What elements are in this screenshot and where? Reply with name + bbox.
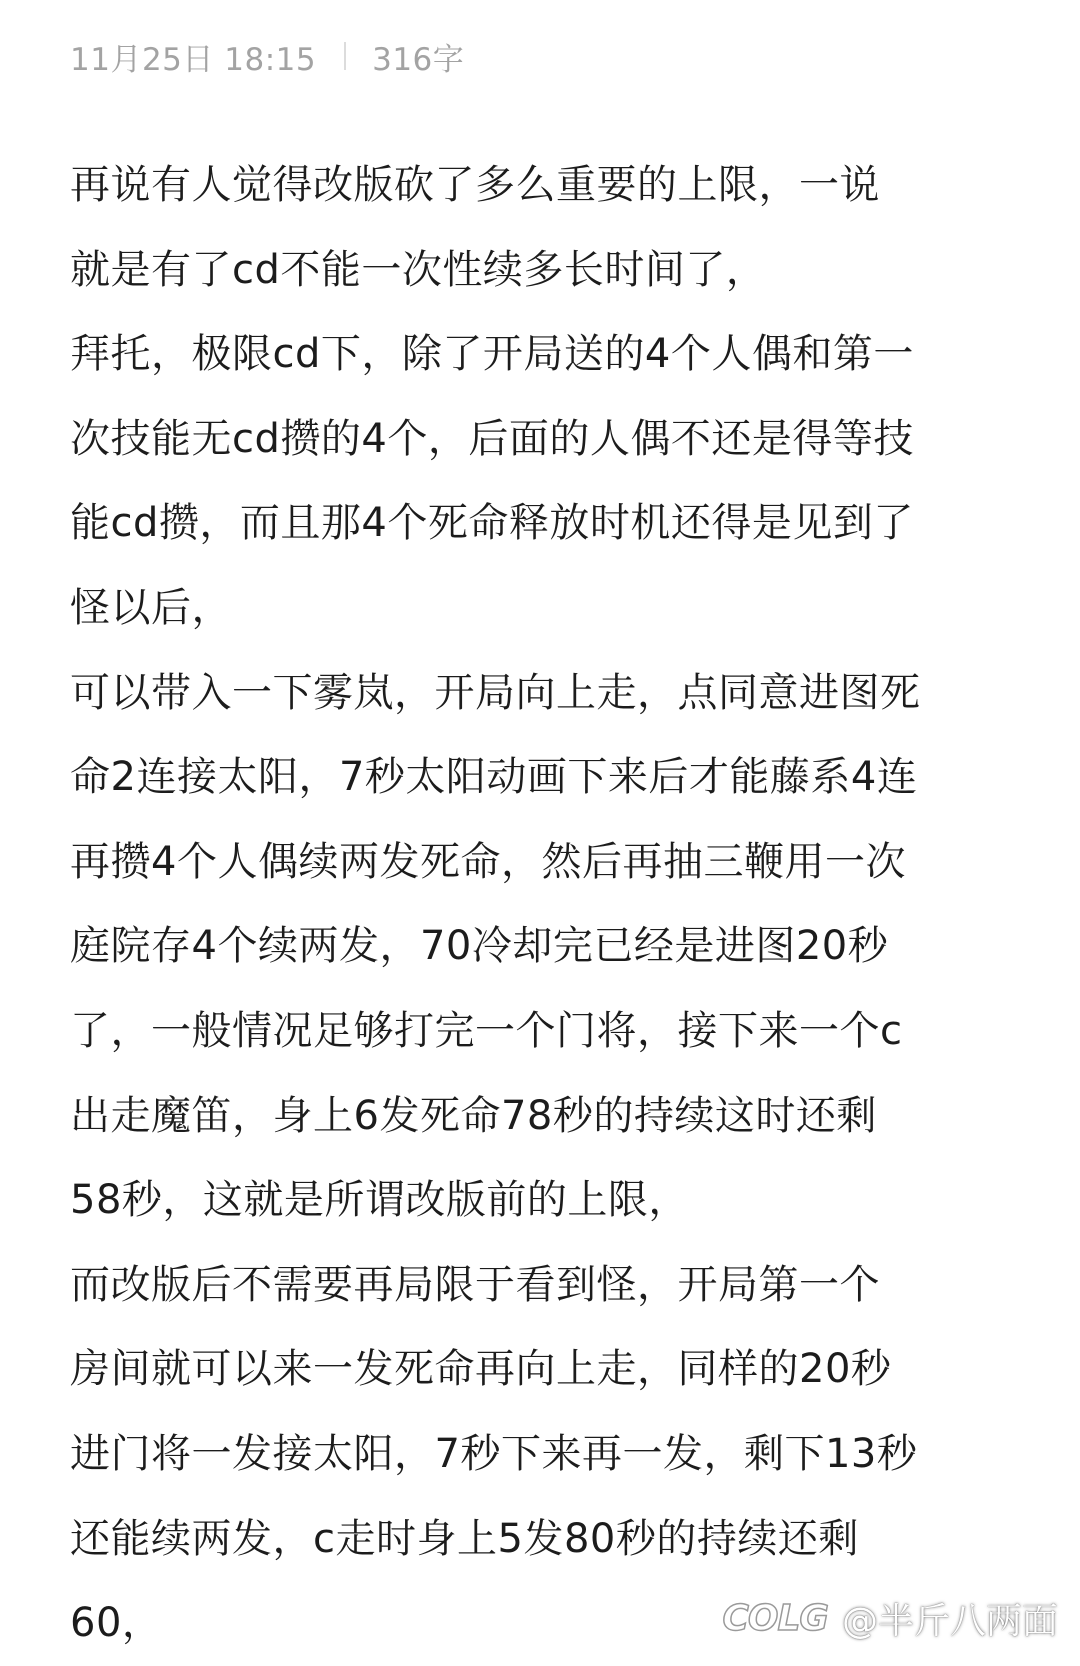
note-line: 而改版后不需要再局限于看到怪，开局第一个 (70, 1261, 880, 1308)
note-line: 次技能无cd攒的4个，后面的人偶不还是得等技 (70, 415, 914, 462)
note-line: 庭院存4个续两发，70冷却完已经是进图20秒 (70, 923, 889, 970)
note-line: 还能续两发，c走时身上5发80秒的持续还剩 (70, 1515, 859, 1562)
note-line: 再攒4个人偶续两发死命，然后再抽三鞭用一次 (70, 838, 906, 885)
note-line: 怪以后， (70, 584, 232, 631)
note-line: 拜托，极限cd下，除了开局送的4个人偶和第一 (70, 331, 914, 378)
note-line: 出走魔笛，身上6发死命78秒的持续这时还剩 (70, 1092, 877, 1139)
note-date-time: 11月25日 18:15 (70, 41, 317, 78)
note-line: 命2连接太阳，7秒太阳动画下来后才能藤系4连 (70, 754, 918, 801)
note-line: 房间就可以来一发死命再向上走，同样的20秒 (70, 1346, 892, 1393)
colg-logo: COLG (722, 1598, 828, 1639)
note-line: 能cd攒，而且那4个死命释放时机还得是见到了 (70, 500, 914, 547)
note-body[interactable] (70, 143, 1020, 1666)
note-line: 可以带入一下雾岚，开局向上走，点同意进图死 (70, 669, 921, 716)
watermark-author: @半斤八两面 (841, 1601, 1058, 1642)
meta-divider (344, 42, 346, 70)
note-line: 就是有了cd不能一次性续多长时间了， (70, 246, 767, 293)
note-line: 60， (70, 1600, 163, 1647)
note-line: 了，一般情况足够打完一个门将，接下来一个c (70, 1007, 903, 1054)
note-meta-bar (70, 30, 464, 82)
note-line: 58秒，这就是所谓改版前的上限， (70, 1177, 689, 1224)
note-line: 再说有人觉得改版砍了多么重要的上限，一说 (70, 162, 880, 208)
note-word-count: 316字 (372, 41, 465, 78)
note-line: 进门将一发接太阳，7秒下来再一发，剩下13秒 (70, 1430, 918, 1477)
watermark (722, 1593, 1058, 1644)
